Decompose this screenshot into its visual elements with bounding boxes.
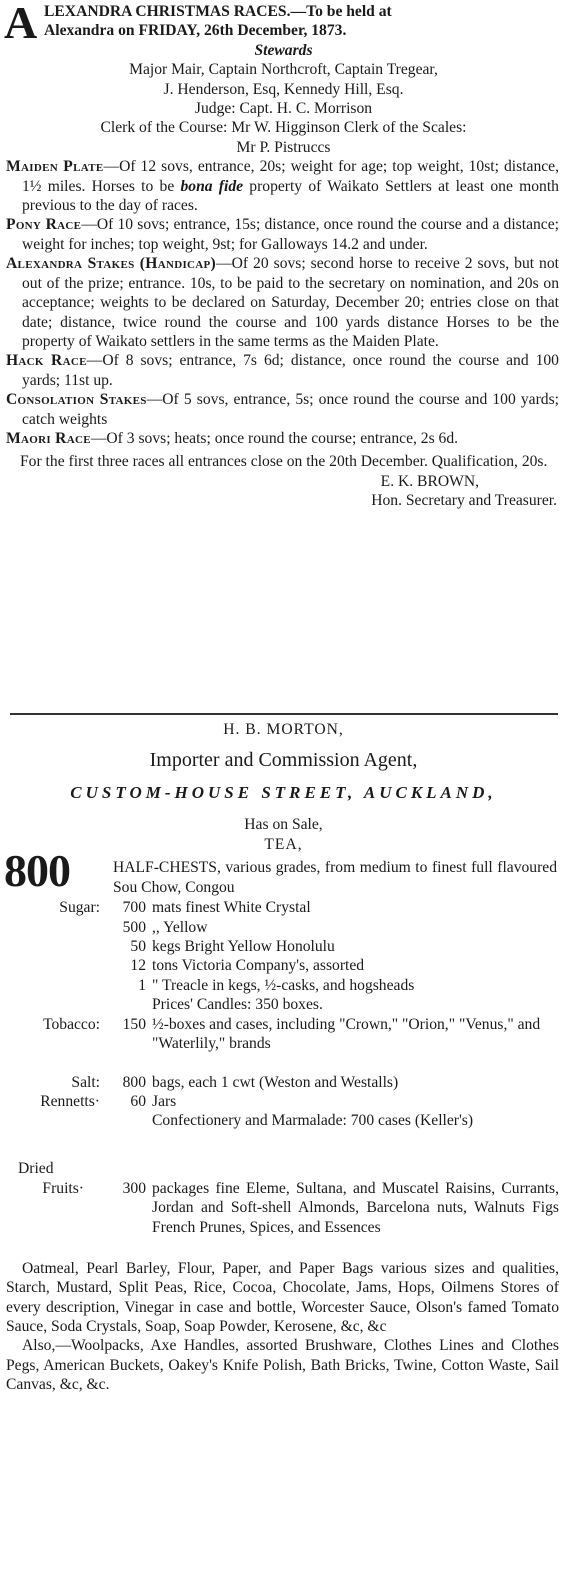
race-name: Maori Race <box>6 429 91 447</box>
goods-label: Sugar: <box>59 899 100 917</box>
goods-row <box>0 1092 567 1111</box>
goods-qty: 50 <box>130 938 146 955</box>
goods-row <box>0 1111 567 1155</box>
goods-qty: 60 <box>130 1092 146 1110</box>
goods-qty: 150 <box>122 1015 146 1033</box>
goods-desc: ,, Yellow <box>152 918 208 936</box>
has-on-sale: Has on Sale, <box>244 816 323 834</box>
goods-desc: kegs Bright Yellow Honolulu <box>152 938 335 955</box>
race-name: Hack Race <box>6 352 87 370</box>
race-name: Pony Race <box>6 216 82 234</box>
goods-label: Salt: <box>71 1073 100 1091</box>
merchant-trade: Importer and Commission Agent, <box>149 749 418 772</box>
merchant-address: CUSTOM-HOUSE STREET, AUCKLAND, <box>70 783 497 803</box>
race-text-2: property of Waikato Settlers at least one month previous to the day of races. <box>22 177 559 215</box>
goods-desc: tons Victoria Company's, assorted <box>152 957 365 975</box>
race-italic: bona fide <box>180 177 244 195</box>
race-text: —Of 3 sovs; heats; once round the course; entrance, 2s 6d. <box>90 429 459 447</box>
races-advertisement <box>0 2 567 702</box>
goods-qty: 800 <box>122 1073 146 1091</box>
goods-desc: Prices' Candles: 350 boxes. <box>152 996 323 1014</box>
goods-row <box>0 1015 567 1073</box>
stewards-line-1: Major Mair, Captain Northcroft, Captain Tregear, <box>129 61 438 79</box>
goods-label: Rennetts· <box>40 1092 100 1110</box>
headline-line-1: LEXANDRA CHRISTMAS RACES.—To be held at <box>44 3 392 20</box>
clerk-line-1: Clerk of the Course: Mr W. Higginson Clerk of the Scales: <box>100 119 467 137</box>
dried-row <box>0 1159 567 1178</box>
goods-row <box>0 898 567 917</box>
morton-advertisement <box>0 718 567 1395</box>
goods-label: Tobacco: <box>43 1015 100 1033</box>
tea-description: HALF-CHESTS, various grades, from medium to finest full flavoured Sou Chow, Congou <box>113 859 557 896</box>
stewards-line-2: J. Henderson, Esq, Kennedy Hill, Esq. <box>163 80 404 98</box>
race-name: Maiden Plate <box>6 158 104 176</box>
goods-row <box>0 976 567 995</box>
goods-desc: mats finest White Crystal <box>152 899 311 917</box>
tea-label: TEA, <box>264 835 303 853</box>
race-text: —Of 12 sovs, entrance, 20s; weight for age; top weight, 10st; distance, 1½ miles. Horses to be <box>22 158 559 195</box>
headline <box>0 0 567 48</box>
also-paragraph: Also,—Woolpacks, Axe Handles, assorted Brushware, Clothes Lines and Clothes Pegs, American Buckets, Oakey's Knife Polish, Bath Bricks, Twine, Cotton Waste, Sail Canvas, &c, &c. <box>6 1337 559 1394</box>
fruits-qty: 300 <box>122 1179 146 1197</box>
race-text: —Of 20 sovs; second horse to receive 2 sovs, but not out of the prize; entrance. 10s, to be paid to the secretary on nomination, and 20s on acceptance; weights to be declared on Saturday, December 20; entries close on that date; distance, twice round the course and 100 yards distance Horses to be the property of Waikato settlers in the same terms as the Maiden Plate. <box>22 255 559 350</box>
goods-desc: " Treacle in kegs, ½-casks, and hogsheads <box>152 976 415 994</box>
signature-title: Hon. Secretary and Treasurer. <box>371 492 557 510</box>
stewards-title: Stewards <box>254 41 313 59</box>
fruits-desc: packages fine Eleme, Sultana, and Muscatel Raisins, Currants, Jordan and Soft-shell Almonds, Barcelona nuts, Walnuts Figs French Prunes, Spices, and Essences <box>152 1179 559 1236</box>
goods-desc: bags, each 1 cwt (Weston and Westalls) <box>152 1073 399 1091</box>
headline-line-2: Alexandra on FRIDAY, 26th December, 1873. <box>44 22 347 40</box>
sundries-paragraph: Oatmeal, Pearl Barley, Flour, Paper, and Paper Bags various sizes and qualities, Starch, Mustard, Split Peas, Rice, Cocoa, Chocolate, Jams, Hops, Oilmens Stores of every description, Vinegar in case and bottle, Worcester Sauce, Olson's famed Tomato Sauce, Soda Crystals, Soap, Soap Powder, Kerosene, &c, &c <box>6 1259 559 1335</box>
goods-desc: Jars <box>152 1092 177 1110</box>
judge-line: Judge: Capt. H. C. Morrison <box>194 100 373 118</box>
closing-note: For the first three races all entrances close on the 20th December. Qualification, 20s. <box>20 453 548 471</box>
goods-desc: ½-boxes and cases, including "Crown," "Orion," "Venus," and "Waterlily," brands <box>152 1015 541 1052</box>
fruits-row <box>0 1179 567 1259</box>
goods-desc: Confectionery and Marmalade: 700 cases (Keller's) <box>152 1112 474 1130</box>
goods-row <box>0 1073 567 1092</box>
clerk-line-2: Mr P. Pistruccs <box>236 138 331 156</box>
race-entry-alexandra-stakes <box>0 254 567 351</box>
race-name: Alexandra Stakes (Handicap) <box>6 255 217 273</box>
goods-qty: 1 <box>138 976 146 994</box>
race-text: —Of 10 sovs; entrance, 15s; distance, once round the course and a distance; weight for inches; top weight, 9st; for Galloways 14.2 and under. <box>22 216 559 253</box>
goods-row <box>0 937 567 956</box>
race-entry-pony-race <box>0 215 567 254</box>
race-name: Consolation Stakes <box>6 391 147 409</box>
big-number: 800 <box>4 845 70 897</box>
race-entry-hack-race <box>0 351 567 390</box>
drop-cap: A <box>4 0 38 48</box>
goods-qty: 500 <box>122 918 146 936</box>
race-entry-maori-race <box>0 429 567 448</box>
goods-qty: 700 <box>122 899 146 917</box>
tea-entry <box>0 845 567 898</box>
race-text: —Of 5 sovs, entrance, 5s; once round the course and 100 yards; catch weights <box>22 391 559 428</box>
goods-row <box>0 918 567 937</box>
fruits-label: Fruits· <box>42 1179 84 1197</box>
race-text: —Of 8 sovs; entrance, 7s 6d; distance, once round the course and 100 yards; 11st up. <box>22 352 559 389</box>
goods-qty: 12 <box>130 957 146 975</box>
race-entry-maiden-plate <box>0 157 567 215</box>
signature-name: E. K. BROWN, <box>380 472 479 490</box>
goods-row <box>0 956 567 975</box>
goods-row <box>0 995 567 1014</box>
column-rule <box>10 713 558 715</box>
dried-label: Dried <box>18 1160 54 1178</box>
merchant-name: H. B. MORTON, <box>223 721 344 738</box>
race-entry-consolation-stakes <box>0 390 567 429</box>
